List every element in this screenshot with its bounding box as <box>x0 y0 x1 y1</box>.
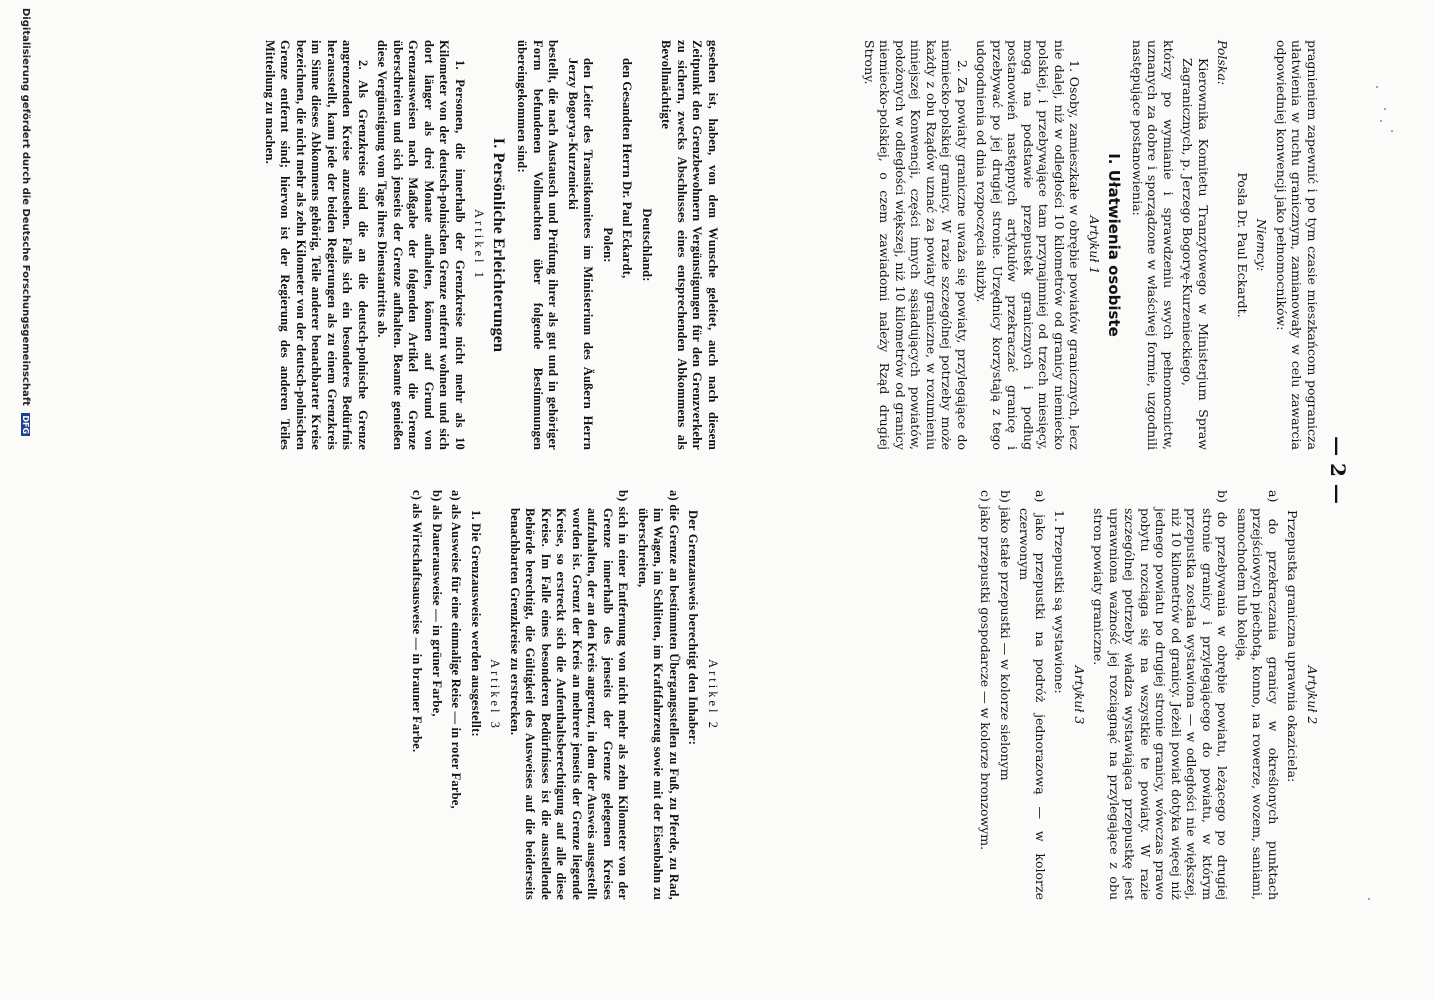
polish-section-title: I. Ułatwienia osobiste <box>1105 153 1124 337</box>
german-article-3-item-b: b) als Dauerausweise — in grüner Farbe, <box>430 490 444 717</box>
german-column-1 <box>258 40 721 450</box>
polish-article-1-para-2: 2. Za powiaty graniczne uważa się powiaty, przylegające do niemiecko-polskiej granicy. W razie szczególnej potrzeby może każdy z obu Rządów uznać za powiaty graniczne, w rozumieniu niniejszej Konwencji, części innych sąsiadujących powiatów, położonych w odległości większej, niż 10 kilometrów od granicy niemiecko-polskiej, o czem zawiadomi należy Rząd drugiej Strony. <box>862 40 970 450</box>
german-article-3-item-c: c) als Wirtschaftsausweise — in brauner Farbe. <box>410 490 425 753</box>
polish-delegate-2: Kierownika Komitetu Tranzytowego w Ministerjum Spraw Zagranicznych, p. Jerzego Bogoryę-Kurzenieckiego, <box>1180 58 1211 450</box>
german-agreement: bestellt, die nach Austausch und Prüfung ihrer als gut und in gehöriger Form befundenen Vollmachten über folgende Bestimmungen übereingekommen sind: <box>515 40 561 450</box>
polish-article-1-para-1: 1. Osoby, zamieszkałe w obrębie powiatów granicznych, lecz nie dalej, niż w odległości 10 kilometrów od granicy niemiecko polskiej, i przebywające tam przynajmniej od trzech miesięcy, mogą na podstawie przepustek granicznych i podług postanowień następnych artykułów przekraczać granicę i przebywać po jej drugiej stronie. Urzędnicy korzystają z tego udogodnienia od dnia rozpoczęcia służby. <box>974 40 1083 450</box>
german-country-1: Deutschland: <box>640 208 654 282</box>
footer-text: Digitalisierung gefördert durch die Deutsche Forschungsgemeinschaft <box>20 8 31 406</box>
german-article-2-intro: Der Grenzausweis berechtigt den Inhaber: <box>686 510 701 746</box>
polish-agreement: którzy po wymianie i sprawdzeniu swych pełnomocnictw, uznanych za dobre i sporządzone w właściwej formie, uzgodnili następujące postanowienia: <box>1130 40 1176 450</box>
polish-article-2-item-a: a) do przekraczania granicy w określonych punktach przejściowych piechotą, konno, na rowerze, wozem, saniami, samochodem lub koleją, <box>1235 490 1281 900</box>
german-article-1-para-1: 1. Personen, die innerhalb der Grenzkreise nicht mehr als 10 Kilometer von der deutsch-polnischen Grenze entfernt wohnen und sich dort länger als drei Monate aufhalten, können auf Grund von Grenzausweisen nach Maßgabe der folgenden Artikel die Grenze überschreiten und sich jenseits der Grenze aufhalten. Beamte genießen diese Vergünstigung vom Tage ihres Dienstantritts ab. <box>375 40 467 450</box>
german-text <box>150 30 720 910</box>
polish-article-3-item-a: a) jako przepustki na podróż jednorazową — w kolorze czerwonym <box>1017 490 1048 900</box>
polish-article-3-item-c: c) jako przepustki gospodarcze — w kolorze bronzowym. <box>978 490 994 851</box>
german-column-2 <box>405 490 720 900</box>
german-article-2-title: Artikel 2 <box>706 659 720 731</box>
polish-delegate-1: Posła Dr. Paul Eckardt. <box>1235 172 1250 318</box>
polish-article-2-item-b: b) do przebywania w obrębie powiatu, leżącego po drugiej stronie granicy i przylegającego do powiatu, w którym przepustka została wystawiona — w odległości nie większej, niż 10 kilometrów od granicy. Jeżeli powiat dotyka więcej niż jednego powiatu po drugiej stronie granicy, wówczas prawo pobytu rozciąga się na wszystkie te powiaty. W razie szczególnej potrzeby władza wystawiająca przepustkę jest uprawniona ważność jej rozciągnąć na przylegające z obu stron powiaty graniczne. <box>1091 490 1231 900</box>
polish-column-2 <box>974 490 1320 900</box>
polish-article-2-intro: Przepustka graniczna uprawnia okaziciela: <box>1285 510 1301 783</box>
polish-column-1 <box>858 40 1321 450</box>
german-article-3-item-a: a) als Ausweise für eine einmalige Reise — in roter Farbe, <box>449 490 464 809</box>
digitization-footer <box>17 0 31 1000</box>
page-number: — 2 — <box>1326 436 1350 504</box>
german-article-2-item-b: b) sich in einer Entfernung von nicht mehr als zehn Kilometer von der Grenze innerhalb des jenseits der Grenze gelegenen Kreises aufzuhalten, der an den Kreis angrenzt, in dem der Ausweis ausgestellt worden ist. Grenzt der Kreis an mehrere jenseits der Grenze liegende Kreise, so erstreckt sich die Aufenthaltsberechtigung auf alle diese Kreise. Im Falle eines besonderen Bedürfnisses ist die ausstellende Behörde berechtigt, die Gültigkeit des Ausweises auf die beiderseits benachbarten Grenzkreise zu erstrecken. <box>508 490 631 900</box>
german-article-1-para-2: 2. Als Grenzkreise sind die an die deutsch-polnische Grenze angrenzenden Kreise anzusehen. Falls sich ein besonderes Bedürfnis herausstellt, kann jede der beiden Regierungen als zu einem Grenzkreis im Sinne dieses Abkommens gehörig, Teile anderer benachbarter Kreise bezeichnen, die nicht mehr als zehn Kilometer von der deutsch-polnischen Grenze entfernt sind; hiervon ist der Regierung des anderen Teiles Mitteilung zu machen. <box>263 40 370 450</box>
polish-article-3-item-b: b) jako stałe przepustki — w kolorze sielonym <box>998 490 1013 781</box>
german-article-3-title: Artikel 3 <box>488 659 503 731</box>
german-article-1-title: Artikel 1 <box>472 209 487 281</box>
polish-article-3-intro: 1. Przepustki są wystawione: <box>1052 510 1068 694</box>
german-article-2-item-a: a) die Grenze an bestimmten Übergangsstellen zu Fuß, zu Pferde, zu Rad, im Wagen, im Schlitten, im Kraftfahrzeug sowie mit der Eisenbahn zu überschreiten, <box>636 490 681 900</box>
german-country-2: Polen: <box>601 227 615 263</box>
german-section-title: I. Persönliche Erleichterungen <box>490 137 507 353</box>
dfg-logo: DFG <box>21 415 30 435</box>
polish-intro: pragnieniem zapewnić i po tym czasie mieszkańcom pogranicza ułatwienia w ruchu granicznym, zamianowały w celu zawarcia odpowiedniej konwencji jako pełnomocników: <box>1274 40 1320 450</box>
polish-country-1: Niemcy: <box>1254 218 1270 272</box>
rotated-document <box>140 30 1360 910</box>
polish-country-2: Polska: <box>1215 40 1231 86</box>
footer-rotated <box>17 8 31 993</box>
polish-text <box>740 30 1320 910</box>
polish-article-3-title: Artykuł 3 <box>1072 665 1087 725</box>
german-article-3-intro: 1. Die Grenzausweise werden ausgestellt: <box>469 510 483 737</box>
german-intro: gesehen ist, haben, von dem Wunsche geleitet, auch nach diesem Zeitpunkt den Grenzbewohnern Vergünstigungen für den Grenzverkehr zu sichern, zwecks Abschlusses eines entsprechenden Abkommens als Bevollmächtigte <box>659 40 720 450</box>
polish-article-1-title: Artykuł 1 <box>1087 215 1102 275</box>
german-delegate-1: den Gesandten Herrn Dr. Paul Eckardt, <box>620 58 635 279</box>
german-delegate-2: den Leiter des Transitkomitees im Ministerium des Äußern Herrn Jerzy Bogorya-Kurzeniecki <box>566 58 596 450</box>
polish-article-2-title: Artykuł 2 <box>1305 665 1320 725</box>
